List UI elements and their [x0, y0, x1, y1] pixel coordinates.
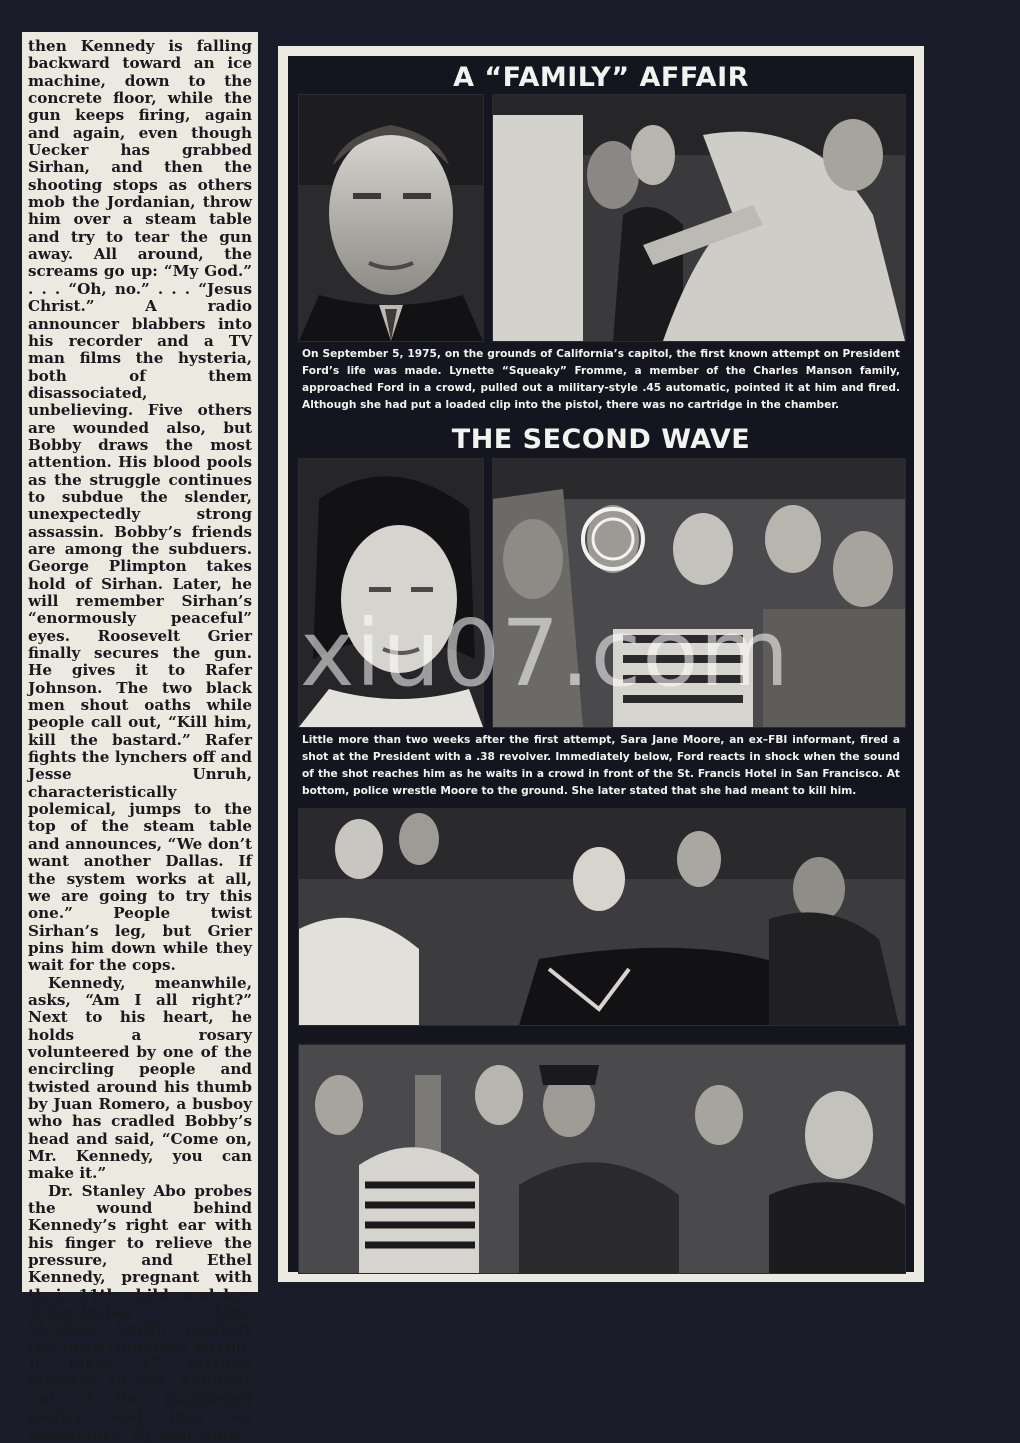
photo-moore-portrait	[298, 458, 484, 728]
watermark-text: xiu07.com	[300, 600, 791, 707]
photo-crowd-second-attempt	[492, 458, 906, 728]
sidebar-frame	[278, 46, 924, 1282]
photo-police-wrestle	[298, 1044, 906, 1274]
photo-crowd-attempt	[492, 94, 906, 342]
photo-ford-reacts	[298, 808, 906, 1026]
article-paragraph: Kennedy, meanwhile, asks, “Am I all right?” Next to his heart, he holds a rosary volunteered by one of the encircling people and twisted around his thumb by Juan Romero, a busboy who has cradled Bobby’s head and said, “Come on, Mr. Kennedy, you can make it.”	[28, 973, 252, 1183]
sidebar-panel	[288, 56, 914, 1272]
caption-second-wave: Little more than two weeks after the first attempt, Sara Jane Moore, an ex–FBI informant, fired a shot at the President with a .38 revolver. Immediately below, Ford reacts in shock when the sound of the shot reaches him as he waits in a crowd in front of the St. Francis Hotel in San Francisco. At bottom, police wrestle Moore to the ground. She later stated that she had meant to kill him.	[302, 734, 900, 797]
section-title-second-wave: THE SECOND WAVE	[451, 424, 751, 455]
page-edge	[0, 0, 18, 1320]
article-paragraph: then Kennedy is falling backward toward an ice machine, down to the concrete floor, while the gun keeps firing, again and again, even though Uecker has grabbed Sirhan, and then the shooting stops as others mob the Jordanian, throw him over a steam table and try to tear the gun away. All around, the screams go up: “My God.” . . . “Oh, no.” . . . “Jesus Christ.” A radio announcer blabbers into his recorder and a TV man films the hysteria, both of them disassociated, unbelieving. Five others are wounded also, but Bobby draws the most attention. His blood pools as the struggle continues to subdue the slender, unexpectedly strong assassin. Bobby’s friends are among the subduers. George Plimpton takes hold of Sirhan. Later, he will remember Sirhan’s “enormously peaceful” eyes. Roosevelt Grier finally secures the gun. He gives it to Rafer Johnson. The two black men shout oaths while people call out, “Kill him, kill the bastard.” Rafer fights the lynchers off and Jesse Unruh, characteristically polemical, jumps to the top of the steam table and announces, “We don’t want another Dallas. If the system works at all, we are going to try this one.” People twist Sirhan’s leg, but Grier pins him down while they wait for the cops.	[28, 37, 252, 975]
section-title-family-affair: A “FAMILY” AFFAIR	[453, 62, 749, 93]
article-paragraph: Dr. Stanley Abo probes the wound behind Kennedy’s right ear with his finger to relieve the pressure, and Ethel Kennedy, pregnant with their 11th child, and her sister-in-law Mrs. Stephen Smith comfort the near-comatose victim. It takes 17 terrible minutes to get Kennedy out of the maddened pantry and into an ambulance. By that time,	[28, 1181, 252, 1443]
photo-ford-portrait	[298, 94, 484, 342]
caption-family-affair: On September 5, 1975, on the grounds of California’s capitol, the first known attempt on President Ford’s life was made. Lynette “Squeaky” Fromme, a member of the Charles Manson family, approached Ford in a crowd, pulled out a military-style .45 automatic, pointed it at him and fired. Although she had put a loaded clip into the pistol, there was no cartridge in the chamber.	[302, 348, 900, 411]
article-column	[22, 32, 258, 1443]
